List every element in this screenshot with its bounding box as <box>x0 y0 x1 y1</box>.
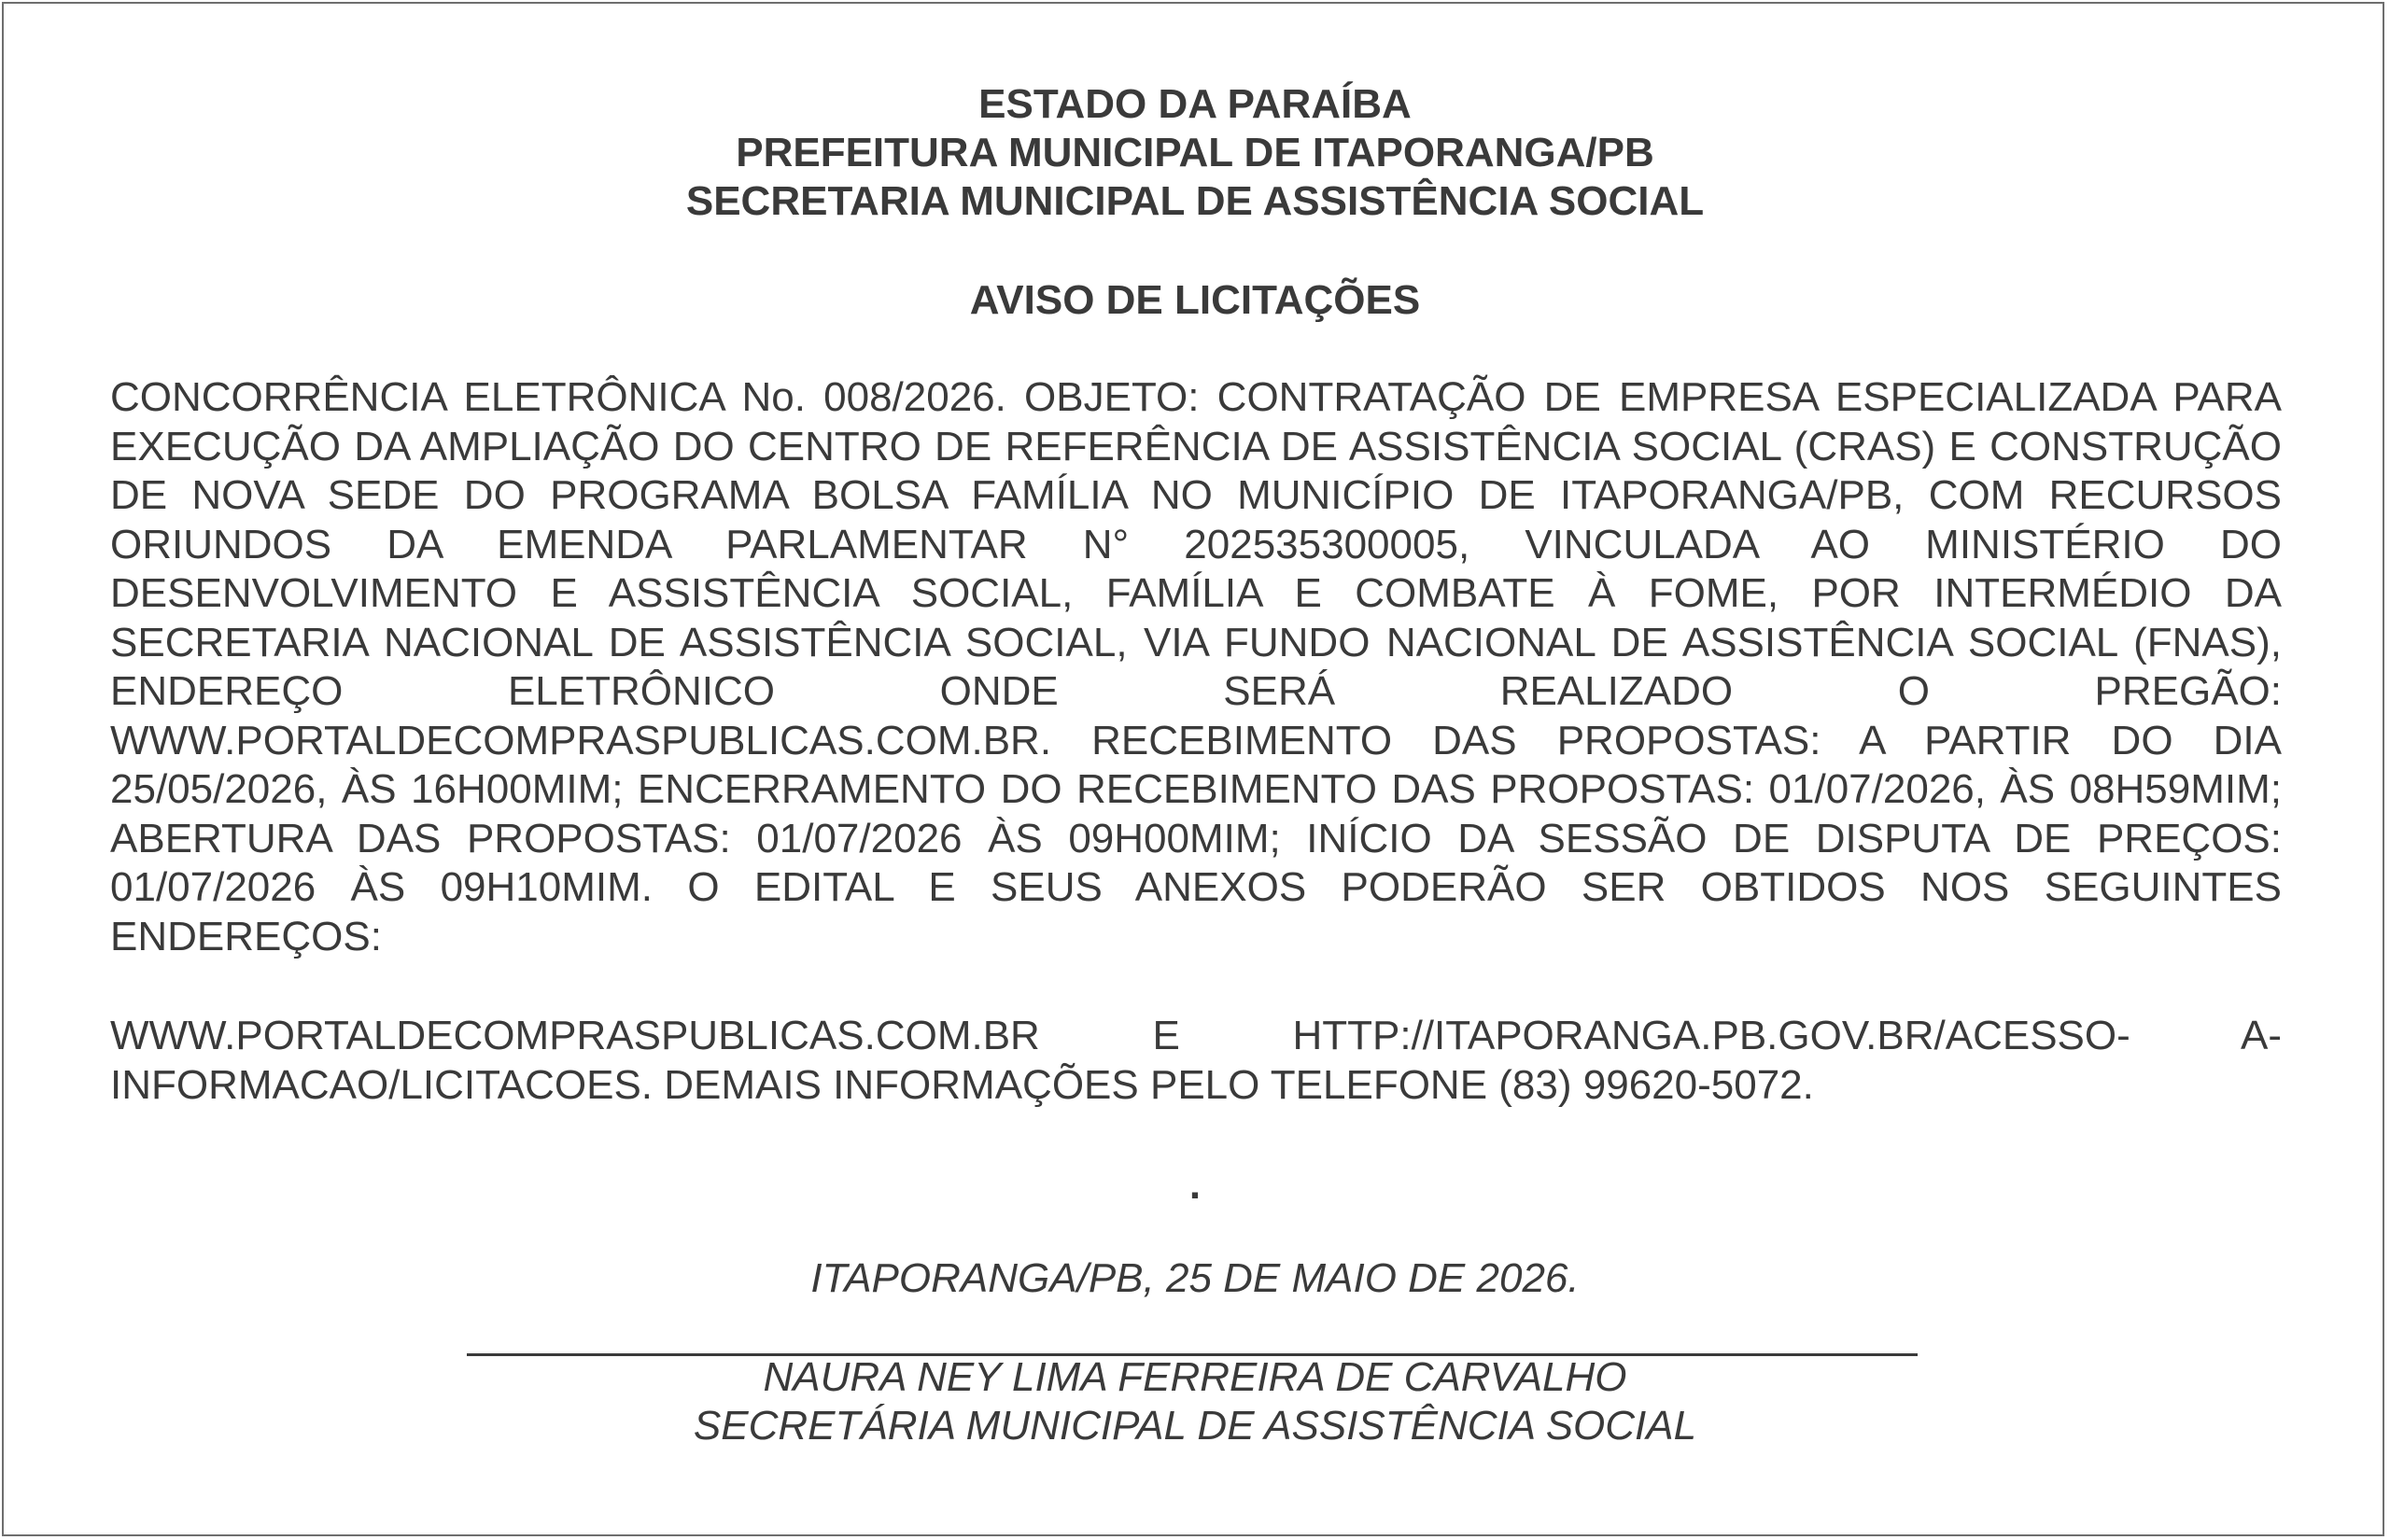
signature-block <box>0 1353 2390 1450</box>
separator-dot: . <box>1188 1162 1202 1208</box>
notice-title: AVISO DE LICITAÇÕES <box>969 277 1421 323</box>
notice-body: CONCORRÊNCIA ELETRÔNICA No. 008/2026. OBJETO: CONTRATAÇÃO DE EMPRESA ESPECIALIZADA PARA EXECUÇÃO DA AMPLIAÇÃO DO CENTRO DE REFERÊNCIA DE ASSISTÊNCIA SOCIAL (CRAS) E CONSTRUÇÃO DE NOVA SEDE DO PROGRAMA BOLSA FAMÍLIA NO MUNICÍPIO DE ITAPORANGA/PB, COM RECURSOS ORIUNDOS DA EMENDA PARLAMENTAR N° 202535300005, VINCULADA AO MINISTÉRIO DO DESENVOLVIMENTO E ASSISTÊNCIA SOCIAL, FAMÍLIA E COMBATE À FOME, POR INTERMÉDIO DA SECRETARIA NACIONAL DE ASSISTÊNCIA SOCIAL, VIA FUNDO NACIONAL DE ASSISTÊNCIA SOCIAL (FNAS), ENDEREÇO ELETRÔNICO ONDE SERÁ REALIZADO O PREGÃO: WWW.PORTALDECOMPRASPUBLICAS.COM.BR. RECEBIMENTO DAS PROPOSTAS: A PARTIR DO DIA 25/05/2026, ÀS 16H00MIM; ENCERRAMENTO DO RECEBIMENTO DAS PROPOSTAS: 01/07/2026, ÀS 08H59MIM; ABERTURA DAS PROPOSTAS: 01/07/2026 ÀS 09H00MIM; INÍCIO DA SESSÃO DE DISPUTA DE PREÇOS: 01/07/2026 ÀS 09H10MIM. O EDITAL E SEUS ANEXOS PODERÃO SER OBTIDOS NOS SEGUINTES ENDEREÇOS: <box>110 374 2282 959</box>
header-city-hall: PREFEITURA MUNICIPAL DE ITAPORANGA/PB <box>736 130 1654 175</box>
signer-name: NAURA NEY LIMA FERREIRA DE CARVALHO <box>763 1354 1627 1400</box>
signer-role: SECRETÁRIA MUNICIPAL DE ASSISTÊNCIA SOCIAL <box>693 1403 1697 1449</box>
notice-date: ITAPORANGA/PB, 25 DE MAIO DE 2026. <box>810 1255 1580 1301</box>
header-secretariat: SECRETARIA MUNICIPAL DE ASSISTÊNCIA SOCIAL <box>685 178 1705 224</box>
document-header <box>0 80 2390 226</box>
notice-addresses: WWW.PORTALDECOMPRASPUBLICAS.COM.BR E HTTP://ITAPORANGA.PB.GOV.BR/ACESSO- A-INFORMACAO/LICITACOES. DEMAIS INFORMAÇÕES PELO TELEFONE (83) 99620-5072. <box>110 1013 2282 1108</box>
header-state: ESTADO DA PARAÍBA <box>978 81 1412 127</box>
